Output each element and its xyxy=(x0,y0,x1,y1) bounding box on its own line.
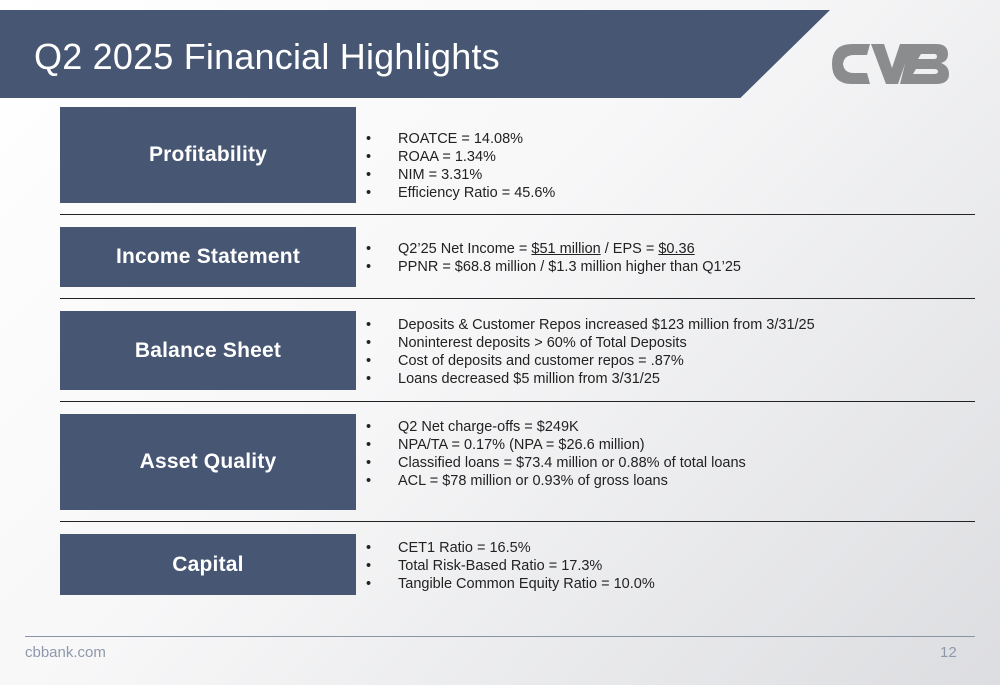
section-label-asset-quality: Asset Quality xyxy=(60,414,356,510)
footer-url: cbbank.com xyxy=(25,644,106,661)
bullet-item: • Classified loans = $73.4 million or 0.88% of total loans xyxy=(366,454,746,472)
profitability-bullets xyxy=(366,130,555,202)
bullet-item: • Total Risk-Based Ratio = 17.3% xyxy=(366,557,655,575)
bullet-item: • CET1 Ratio = 16.5% xyxy=(366,539,655,557)
section-divider xyxy=(60,214,975,215)
section-divider xyxy=(60,521,975,522)
net-income-value: $51 million xyxy=(531,241,601,257)
bullet-item: • Tangible Common Equity Ratio = 10.0% xyxy=(366,575,655,593)
eps-value: $0.36 xyxy=(658,241,695,257)
footer-divider xyxy=(25,636,975,637)
eps-label: / EPS = xyxy=(600,241,659,257)
section-label-profitability: Profitability xyxy=(60,107,356,203)
bullet-item: • NPA/TA = 0.17% (NPA = $26.6 million) xyxy=(366,436,746,454)
page-title: Q2 2025 Financial Highlights xyxy=(34,36,500,77)
net-income-label: Q2’25 Net Income = xyxy=(398,241,532,257)
bullet-item: • PPNR = $68.8 million / $1.3 million higher than Q1’25 xyxy=(366,258,741,276)
bullet-item: • Q2 Net charge-offs = $249K xyxy=(366,418,746,436)
cvb-logo xyxy=(830,42,950,86)
bullet-item xyxy=(366,240,741,258)
section-divider xyxy=(60,298,975,299)
bullet-item: • ROAA = 1.34% xyxy=(366,148,555,166)
income-statement-bullets xyxy=(366,240,741,276)
section-label-capital: Capital xyxy=(60,534,356,595)
bullet-item: • Efficiency Ratio = 45.6% xyxy=(366,184,555,202)
page-number: 12 xyxy=(940,644,957,661)
section-divider xyxy=(60,401,975,402)
bullet-item: • ROATCE = 14.08% xyxy=(366,130,555,148)
bullet-item: • Deposits & Customer Repos increased $123 million from 3/31/25 xyxy=(366,316,815,334)
bullet-item: • Cost of deposits and customer repos = .87% xyxy=(366,352,815,370)
section-label-income-statement: Income Statement xyxy=(60,227,356,287)
bullet-item: • Noninterest deposits > 60% of Total Deposits xyxy=(366,334,815,352)
balance-sheet-bullets xyxy=(366,316,815,388)
bullet-item: • NIM = 3.31% xyxy=(366,166,555,184)
bullet-item: • Loans decreased $5 million from 3/31/25 xyxy=(366,370,815,388)
capital-bullets xyxy=(366,539,655,593)
section-label-balance-sheet: Balance Sheet xyxy=(60,311,356,390)
bullet-item: • ACL = $78 million or 0.93% of gross loans xyxy=(366,472,746,490)
asset-quality-bullets xyxy=(366,418,746,490)
